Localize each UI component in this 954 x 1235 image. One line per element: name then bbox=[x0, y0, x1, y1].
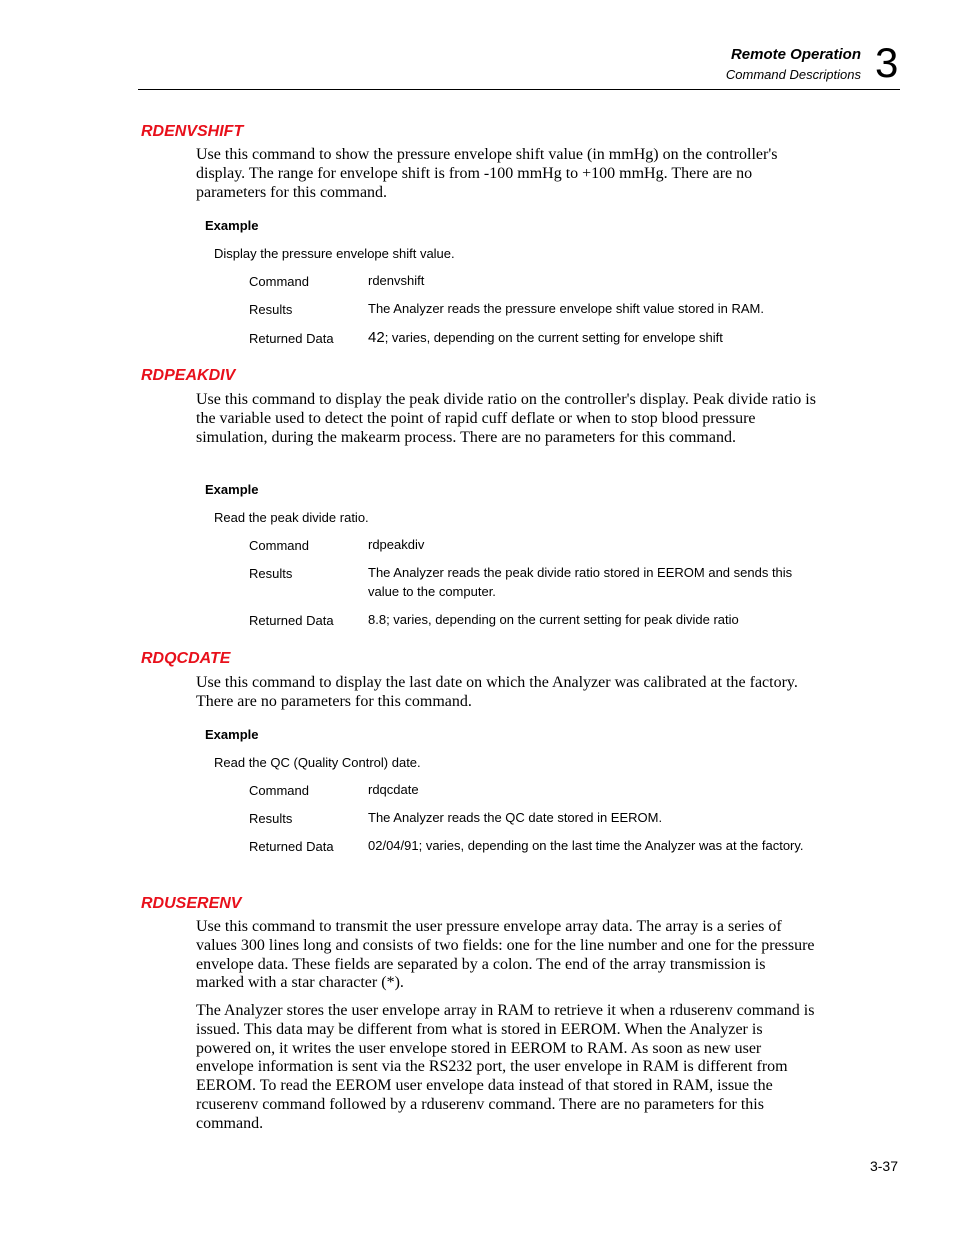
row-value-results: The Analyzer reads the pressure envelope shift value stored in RAM. bbox=[368, 301, 764, 316]
example-label: Example bbox=[205, 218, 259, 233]
running-header-subtitle: Command Descriptions bbox=[725, 67, 861, 82]
row-value-returned-data: 02/04/91; varies, depending on the last time the Analyzer was at the factory. bbox=[368, 838, 804, 853]
section-paragraph: The Analyzer stores the user envelope array in RAM to retrieve it when a rduserenv command is issued. This data may be different from what is stored in EEROM. When the Analyzer is powered on, it writes the user envelope stored in EEROM to RAM. As soon as new user envelope information is sent via the RS232 port, the user envelope in RAM is different from EEROM. To read the EEROM user envelope data instead of that stored in RAM, issue the rcuserenv command followed by a rduserenv command. There are no parameters for this command. bbox=[196, 1002, 815, 1132]
returned-value-number: 42 bbox=[368, 329, 385, 346]
returned-value-text: ; varies, depending on the current setting for envelope shift bbox=[384, 330, 723, 345]
section-heading-rdenvshift: RDENVSHIFT bbox=[141, 123, 244, 140]
page-number: 3-37 bbox=[869, 1158, 898, 1174]
chapter-number: 3 bbox=[875, 39, 899, 86]
section-paragraph: Use this command to display the peak divide ratio on the controller's display. Peak divide ratio is the variable used to detect the point of rapid cuff deflate or when to stop blood pressure simulation, during the makearm process. There are no parameters for this command. bbox=[196, 391, 816, 446]
row-key-results: Results bbox=[249, 811, 293, 826]
row-key-returned-data: Returned Data bbox=[249, 839, 334, 854]
example-label: Example bbox=[205, 482, 259, 497]
row-key-results: Results bbox=[249, 302, 293, 317]
row-key-command: Command bbox=[249, 538, 309, 553]
header-rule bbox=[138, 89, 900, 90]
row-value-command: rdpeakdiv bbox=[368, 537, 425, 552]
example-description: Read the peak divide ratio. bbox=[214, 510, 369, 525]
row-value-returned-data bbox=[368, 328, 808, 347]
row-key-results: Results bbox=[249, 566, 293, 581]
row-value-results: The Analyzer reads the QC date stored in EEROM. bbox=[368, 810, 663, 825]
section-paragraph: Use this command to display the last date on which the Analyzer was calibrated at the factory. There are no parameters for this command. bbox=[196, 674, 798, 710]
example-description: Read the QC (Quality Control) date. bbox=[214, 755, 421, 770]
section-paragraph: Use this command to transmit the user pressure envelope array data. The array is a series of values 300 lines long and consists of two fields: one for the line number and one for the pressure envelope data. These fields are separated by a colon. The end of the array transmission is marked with a star character (*). bbox=[196, 918, 815, 992]
section-heading-rduserenv: RDUSERENV bbox=[141, 895, 242, 912]
example-label: Example bbox=[205, 727, 259, 742]
row-key-returned-data: Returned Data bbox=[249, 331, 334, 346]
section-heading-rdpeakdiv: RDPEAKDIV bbox=[141, 367, 236, 384]
section-paragraph: Use this command to show the pressure envelope shift value (in mmHg) on the controller's display. The range for envelope shift is from -100 mmHg to +100 mmHg. There are no parameters for this command. bbox=[196, 146, 778, 201]
row-key-command: Command bbox=[249, 783, 309, 798]
row-value-returned-data: 8.8; varies, depending on the current setting for peak divide ratio bbox=[368, 612, 739, 627]
row-key-command: Command bbox=[249, 274, 309, 289]
row-key-returned-data: Returned Data bbox=[249, 613, 334, 628]
row-value-results: The Analyzer reads the peak divide ratio stored in EEROM and sends this value to the computer. bbox=[368, 565, 793, 599]
section-heading-rdqcdate: RDQCDATE bbox=[141, 650, 231, 667]
running-header-title: Remote Operation bbox=[730, 46, 861, 63]
row-value-command: rdenvshift bbox=[368, 273, 425, 288]
example-description: Display the pressure envelope shift value. bbox=[214, 246, 455, 261]
row-value-command: rdqcdate bbox=[368, 782, 419, 797]
